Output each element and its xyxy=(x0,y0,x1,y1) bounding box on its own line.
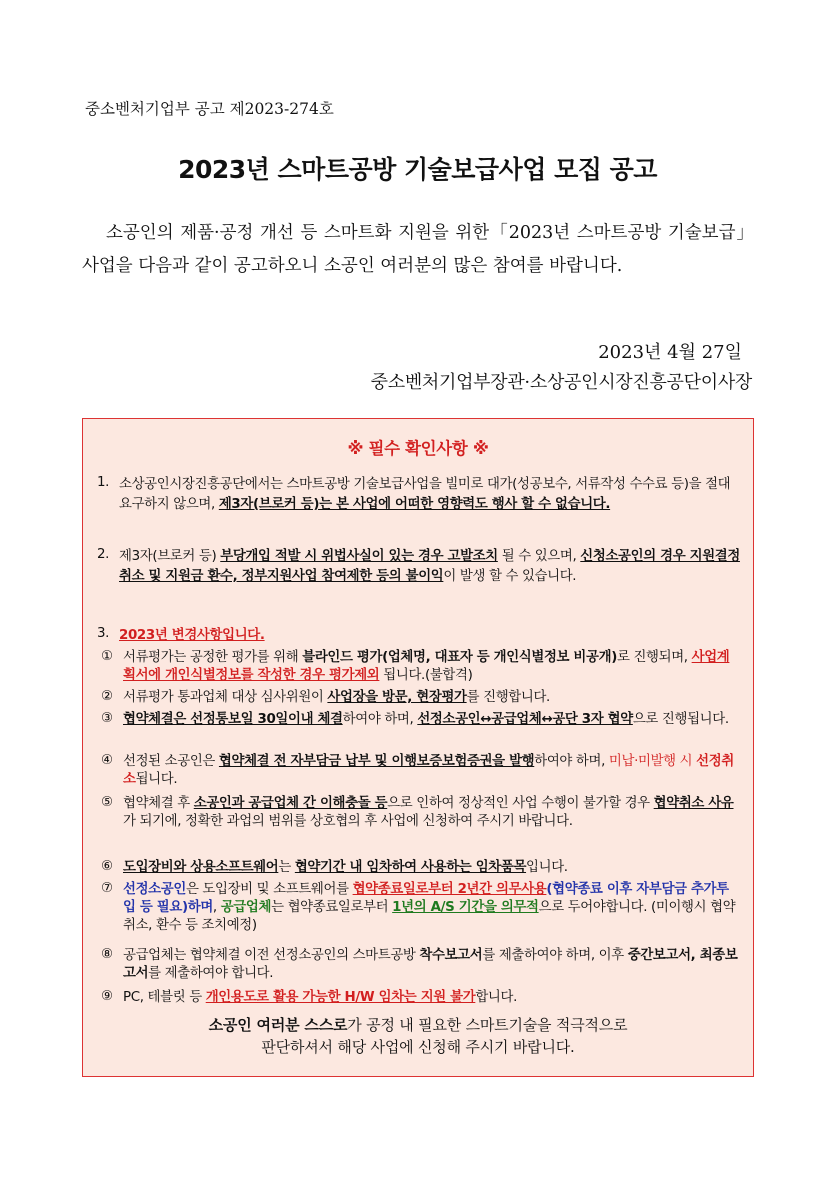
item-text: 제3자(브로커 등) xyxy=(119,549,221,564)
sub-number: ③ xyxy=(101,711,113,726)
closing-emphasis: 소공인 여러분 스스로 xyxy=(208,1016,348,1034)
sub-number: ④ xyxy=(101,753,113,768)
sub-emphasis: 협약체결은 선정통보일 30일이내 체결 xyxy=(123,712,343,727)
sub-emphasis: 협약체결 전 자부담금 납부 및 이행보증보험증권을 발행 xyxy=(218,754,535,769)
sub-emphasis: 블라인드 평가(업체명, 대표자 등 개인식별정보 비공개) xyxy=(302,650,617,665)
sub-text: 를 제출하여야 하며, 이후 xyxy=(482,948,628,963)
sub-text: 됩니다. xyxy=(135,772,178,787)
intro-paragraph: 소공인의 제품·공정 개선 등 스마트화 지원을 위한「2023년 스마트공방 기술보급」사업을 다음과 같이 공고하오니 소공인 여러분의 많은 참여를 바랍니다. xyxy=(82,223,754,276)
notice-box-title: ※ 필수 확인사항 ※ xyxy=(347,439,489,458)
sub-emphasis: 1년의 A/S 기간을 의무적 xyxy=(392,900,539,915)
change-item-8 xyxy=(101,947,741,983)
change-item-3 xyxy=(101,711,741,729)
item-text: 소상공인시장진흥공단에서는 스마트공방 기술보급사업을 빌미로 대가(성공보수, 서류작성 수수료 등)을 절대 요구하지 않으며, xyxy=(119,477,731,512)
change-item-5 xyxy=(101,795,741,831)
issuer: 중소벤처기업부장관·소상공인시장진흥공단이사장 xyxy=(370,372,752,393)
sub-emphasis: (협약종료 이후 자부담금 추가투입 등 필요)하며 xyxy=(123,882,729,915)
item-text: 이 발생 할 수 있습니다. xyxy=(443,569,577,584)
sub-emphasis: 선정소공인↔공급업체↔공단 3자 협약 xyxy=(417,712,633,727)
sub-number: ② xyxy=(101,689,113,704)
notice-item-2 xyxy=(97,547,741,587)
notice-item-3 xyxy=(97,626,741,646)
sub-emphasis: 협약종료일로부터 2년간 의무사용 xyxy=(352,882,547,897)
change-item-7 xyxy=(101,881,741,935)
required-notice-box xyxy=(82,418,754,1077)
sub-text: 협약체결 후 xyxy=(123,796,194,811)
sub-emphasis: 개인용도로 활용 가능한 H/W 임차는 지원 불가 xyxy=(205,990,476,1005)
sub-text: 는 xyxy=(278,860,295,875)
item-number: 2. xyxy=(97,547,110,562)
sub-text: 으로 두어야합니다. (미이행시 협약취소, 환수 등 조치예정) xyxy=(123,900,736,933)
sub-text: PC, 테블릿 등 xyxy=(123,990,206,1005)
item-number: 1. xyxy=(97,475,110,490)
item-emphasis: 부당개입 적발 시 위법사실이 있는 경우 고발조치 xyxy=(220,549,498,564)
sub-emphasis: 선정소공인 xyxy=(123,882,186,897)
sub-number: ⑦ xyxy=(101,881,113,896)
sub-text: 로 진행되며, xyxy=(616,650,692,665)
closing-message xyxy=(83,1014,753,1058)
change-item-6 xyxy=(101,859,741,877)
sub-warning: 미납·미발행 시 xyxy=(608,754,697,769)
sub-number: ⑨ xyxy=(101,989,113,1004)
notice-number: 중소벤처기업부 공고 제2023-274호 xyxy=(85,100,334,118)
change-item-2 xyxy=(101,689,741,707)
sub-text: 가 되기에, 정확한 과업의 범위를 상호협의 후 사업에 신청하여 주시기 바랍니다. xyxy=(123,814,573,829)
item-emphasis: 2023년 변경사항입니다. xyxy=(119,628,265,643)
sub-text: 으로 인하여 정상적인 사업 수행이 불가할 경우 xyxy=(387,796,654,811)
sub-text: 서류평가는 공정한 평가를 위해 xyxy=(123,650,303,665)
closing-text: 판단하셔서 해당 사업에 신청해 주시기 바랍니다. xyxy=(261,1038,575,1056)
page-title: 2023년 스마트공방 기술보급사업 모집 공고 xyxy=(178,155,657,184)
sub-text: 선정된 소공인은 xyxy=(123,754,219,769)
sub-text: 은 도입장비 및 소프트웨어를 xyxy=(185,882,353,897)
sub-text: 서류평가 통과업체 대상 심사위원이 xyxy=(123,690,328,705)
sub-text: , xyxy=(212,900,221,915)
sub-text: 하여야 하며, xyxy=(534,754,609,769)
sub-text: 를 제출하여야 합니다. xyxy=(148,966,274,981)
sub-text: 하여야 하며, xyxy=(342,712,418,727)
sub-number: ⑧ xyxy=(101,947,113,962)
sub-emphasis: 사업장을 방문, 현장평가 xyxy=(327,690,467,705)
change-item-9 xyxy=(101,989,741,1007)
sub-text: 으로 진행됩니다. xyxy=(632,712,729,727)
notice-item-1 xyxy=(97,475,741,515)
sub-emphasis: 중간보고서, 최종보고서 xyxy=(123,948,738,981)
sub-emphasis: 공급업체 xyxy=(220,900,272,915)
sub-number: ⑤ xyxy=(101,795,113,810)
change-item-1 xyxy=(101,649,741,685)
sub-emphasis: 협약기간 내 임차하여 사용하는 임차품목 xyxy=(294,860,527,875)
sub-text: 입니다. xyxy=(526,860,568,875)
sub-emphasis: 착수보고서 xyxy=(419,948,483,963)
item-number: 3. xyxy=(97,626,110,641)
sub-text: 공급업체는 협약체결 이전 선정소공인의 스마트공방 xyxy=(123,948,420,963)
sub-text: 를 진행합니다. xyxy=(466,690,550,705)
item-emphasis: 신청소공인의 경우 지원결정 취소 및 지원금 환수, 정부지원사업 참여제한 등의 불이익 xyxy=(119,549,740,584)
sub-text: 는 협약종료일로부터 xyxy=(271,900,393,915)
sub-number: ① xyxy=(101,649,113,664)
announcement-date: 2023년 4월 27일 xyxy=(598,342,742,363)
item-text: 될 수 있으며, xyxy=(497,549,581,564)
sub-emphasis: 도입장비와 상용소프트웨어 xyxy=(123,860,279,875)
sub-emphasis: 소공인과 공급업체 간 이해충돌 등 xyxy=(193,796,388,811)
sub-text: 됩니다.(불합격) xyxy=(379,668,473,683)
sub-emphasis: 협약취소 사유 xyxy=(653,796,734,811)
sub-emphasis: 사업계획서에 개인식별정보를 작성한 경우 평가제외 xyxy=(123,650,730,683)
change-item-4 xyxy=(101,753,741,789)
item-emphasis: 제3자(브로커 등)는 본 사업에 어떠한 영향력도 행사 할 수 없습니다. xyxy=(218,497,611,512)
sub-emphasis: 선정취소 xyxy=(123,754,734,787)
sub-text: 합니다. xyxy=(475,990,518,1005)
sub-number: ⑥ xyxy=(101,859,113,874)
closing-text: 가 공정 내 필요한 스마트기술을 적극적으로 xyxy=(347,1016,628,1034)
